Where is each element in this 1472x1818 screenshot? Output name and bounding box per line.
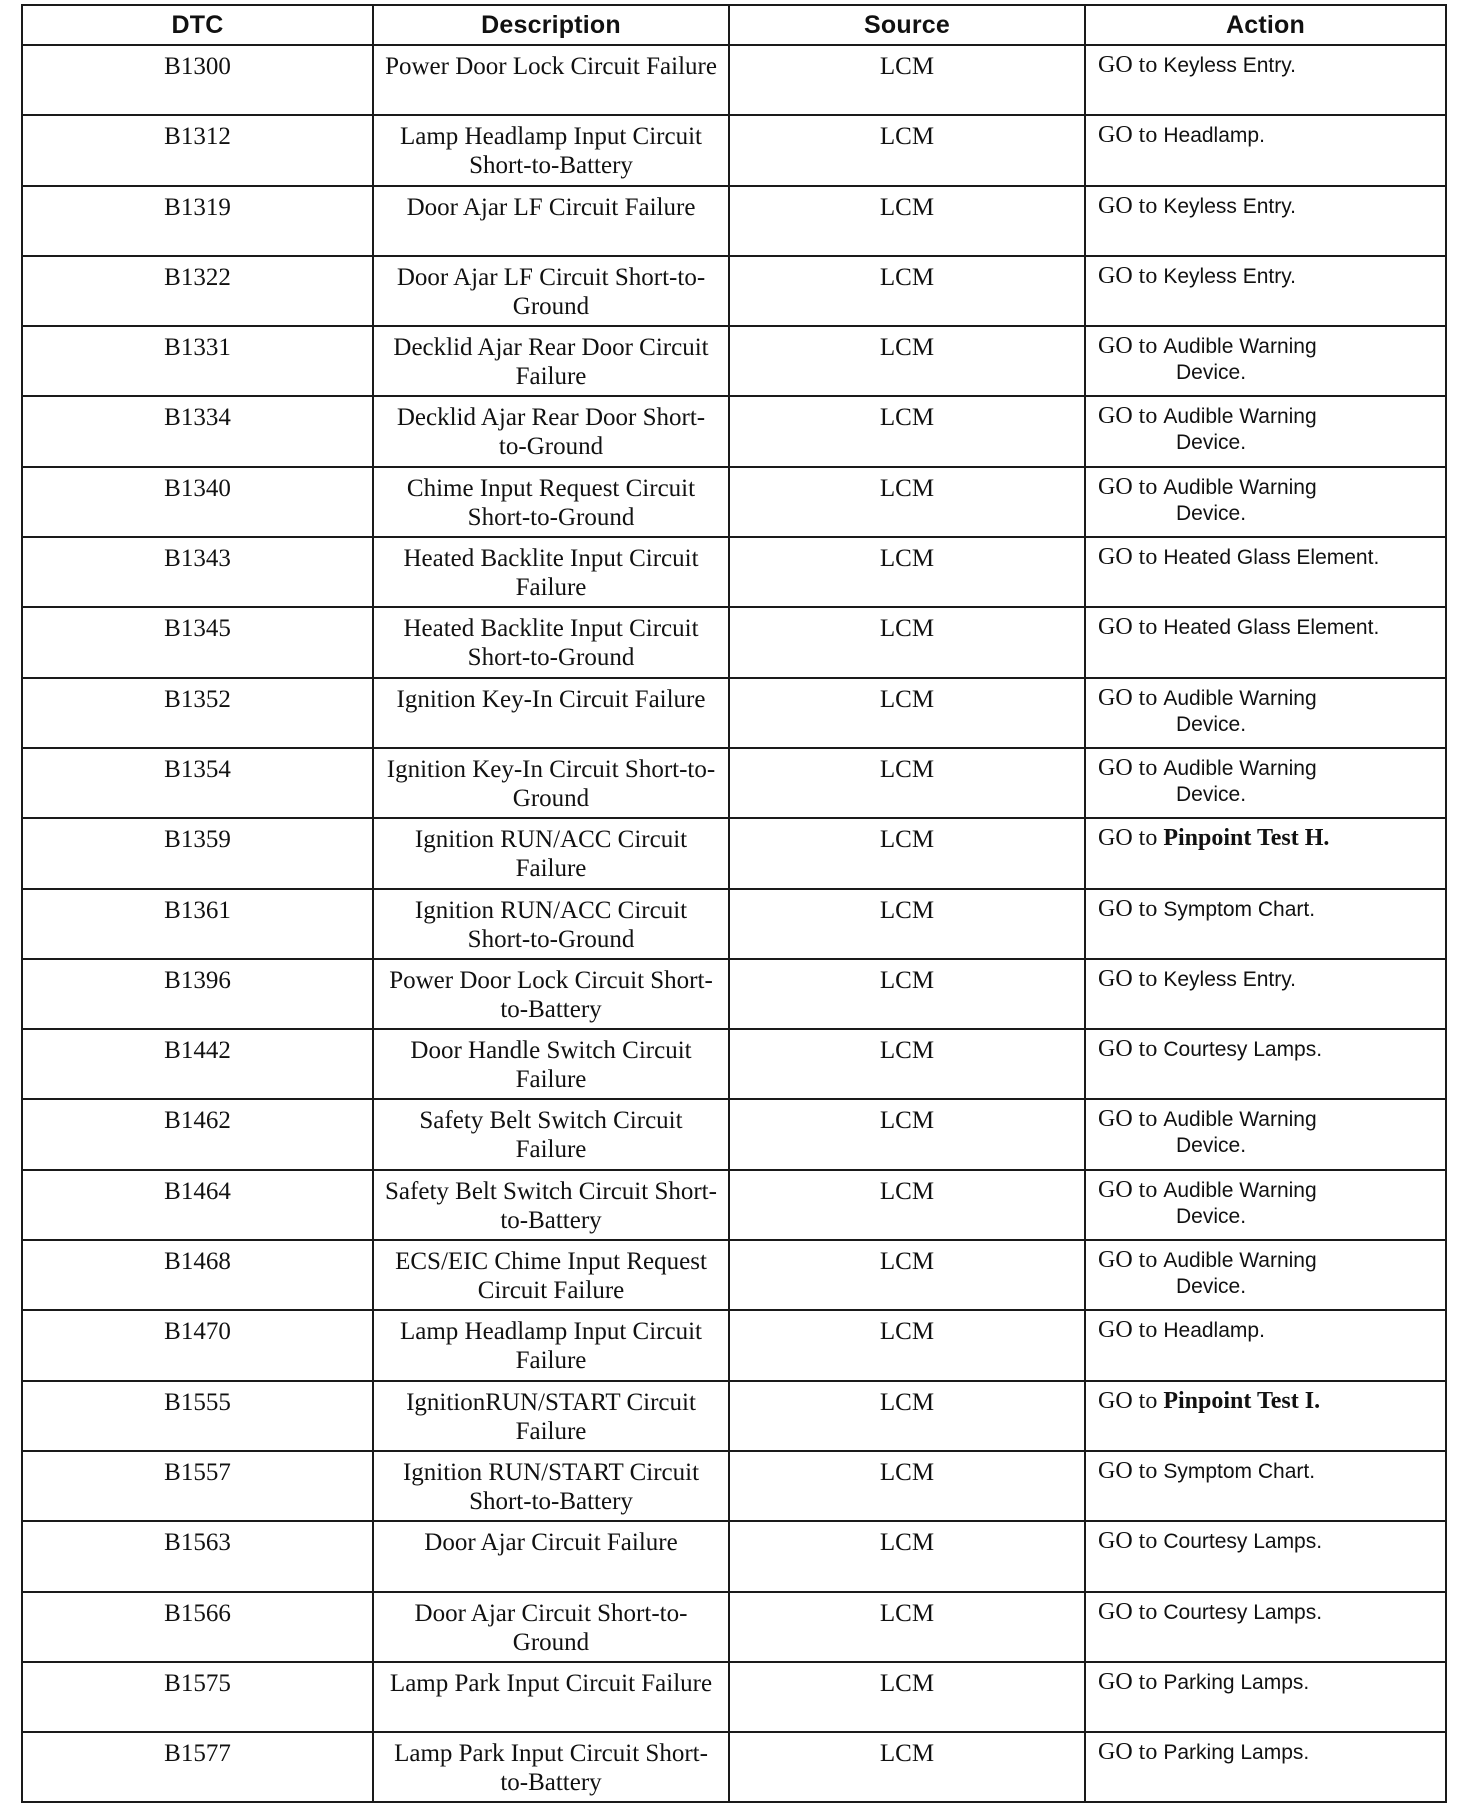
dtc-action bbox=[1098, 1317, 1445, 1344]
dtc-source: LCM bbox=[729, 115, 1085, 185]
dtc-code: B1575 bbox=[22, 1662, 373, 1732]
action-prefix: GO to bbox=[1098, 192, 1158, 219]
dtc-action bbox=[1098, 333, 1445, 386]
dtc-source: LCM bbox=[729, 256, 1085, 326]
dtc-source: LCM bbox=[729, 396, 1085, 466]
action-target: Keyless Entry. bbox=[1163, 194, 1296, 218]
action-prefix: GO to bbox=[1098, 403, 1158, 430]
dtc-code: B1334 bbox=[22, 396, 373, 466]
dtc-code: B1340 bbox=[22, 467, 373, 537]
action-prefix: GO to bbox=[1098, 52, 1158, 78]
dtc-action-cell bbox=[1085, 45, 1446, 115]
dtc-action bbox=[1098, 755, 1445, 808]
action-prefix: GO to bbox=[1098, 1457, 1158, 1484]
action-prefix: GO to bbox=[1098, 1036, 1158, 1063]
dtc-code: B1396 bbox=[22, 959, 373, 1029]
dtc-action bbox=[1098, 1106, 1445, 1159]
table-row bbox=[22, 115, 1446, 185]
dtc-action bbox=[1098, 193, 1445, 220]
dtc-description: IgnitionRUN/START Circuit Failure bbox=[406, 1388, 696, 1445]
dtc-action bbox=[1098, 966, 1445, 993]
dtc-action-cell bbox=[1085, 1521, 1446, 1591]
action-target: Parking Lamps. bbox=[1163, 1741, 1310, 1765]
dtc-description-cell bbox=[373, 186, 729, 256]
dtc-description: Lamp Headlamp Input Circuit Failure bbox=[399, 1318, 702, 1375]
action-target: Audible Warning bbox=[1163, 756, 1317, 780]
dtc-description: Door Ajar LF Circuit Short-to-Ground bbox=[396, 263, 706, 320]
action-prefix: GO to bbox=[1098, 614, 1158, 641]
dtc-source: LCM bbox=[729, 1381, 1085, 1451]
dtc-description: Power Door Lock Circuit Failure bbox=[385, 53, 717, 80]
table-row bbox=[22, 1381, 1446, 1451]
table-row bbox=[22, 1521, 1446, 1591]
dtc-action-cell bbox=[1085, 396, 1446, 466]
dtc-code: B1555 bbox=[22, 1381, 373, 1451]
dtc-table-sheet bbox=[21, 4, 1445, 1803]
dtc-description: Safety Belt Switch Circuit Failure bbox=[419, 1107, 683, 1164]
action-target: Headlamp. bbox=[1163, 124, 1265, 148]
table-row bbox=[22, 607, 1446, 677]
table-row bbox=[22, 748, 1446, 818]
table-row bbox=[22, 326, 1446, 396]
action-target-continued: Device. bbox=[1176, 431, 1247, 455]
dtc-source: LCM bbox=[729, 678, 1085, 748]
dtc-source: LCM bbox=[729, 889, 1085, 959]
dtc-description-cell bbox=[373, 1099, 729, 1169]
dtc-code: B1319 bbox=[22, 186, 373, 256]
dtc-action-cell bbox=[1085, 959, 1446, 1029]
dtc-source: LCM bbox=[729, 607, 1085, 677]
dtc-description: Ignition Key-In Circuit Failure bbox=[396, 685, 706, 713]
dtc-source: LCM bbox=[729, 748, 1085, 818]
table-row bbox=[22, 1099, 1446, 1169]
action-prefix: GO to bbox=[1098, 1387, 1158, 1414]
action-prefix: GO to bbox=[1098, 1176, 1158, 1203]
action-prefix: GO to bbox=[1098, 473, 1158, 500]
dtc-action-cell bbox=[1085, 467, 1446, 537]
dtc-code: B1312 bbox=[22, 115, 373, 185]
action-target: Audible Warning bbox=[1163, 1249, 1317, 1273]
action-target: Courtesy Lamps. bbox=[1163, 1530, 1323, 1554]
dtc-code: B1331 bbox=[22, 326, 373, 396]
dtc-source: LCM bbox=[729, 1029, 1085, 1099]
dtc-source: LCM bbox=[729, 186, 1085, 256]
dtc-source: LCM bbox=[729, 1451, 1085, 1521]
dtc-action-cell bbox=[1085, 1381, 1446, 1451]
action-target: Symptom Chart. bbox=[1163, 1459, 1316, 1483]
dtc-source: LCM bbox=[729, 1592, 1085, 1662]
action-target-continued: Device. bbox=[1176, 712, 1247, 736]
dtc-action-cell bbox=[1085, 1592, 1446, 1662]
dtc-action-cell bbox=[1085, 326, 1446, 396]
dtc-action-cell bbox=[1085, 1310, 1446, 1380]
action-target: Heated Glass Element. bbox=[1163, 546, 1380, 570]
dtc-action bbox=[1098, 614, 1445, 641]
action-target: Audible Warning bbox=[1163, 475, 1317, 499]
dtc-source: LCM bbox=[729, 959, 1085, 1029]
header-source: Source bbox=[729, 5, 1085, 45]
action-prefix: GO to bbox=[1098, 262, 1158, 289]
dtc-source: LCM bbox=[729, 1240, 1085, 1310]
dtc-description-cell bbox=[373, 467, 729, 537]
header-row bbox=[22, 5, 1446, 45]
dtc-source: LCM bbox=[729, 537, 1085, 607]
dtc-action bbox=[1098, 825, 1445, 851]
dtc-action bbox=[1098, 1599, 1445, 1626]
dtc-description-cell bbox=[373, 1662, 729, 1732]
dtc-description: Lamp Park Input Circuit Failure bbox=[389, 1669, 713, 1697]
dtc-table bbox=[21, 4, 1447, 1803]
dtc-description-cell bbox=[373, 818, 729, 888]
dtc-code: B1468 bbox=[22, 1240, 373, 1310]
dtc-action-cell bbox=[1085, 186, 1446, 256]
dtc-description-cell bbox=[373, 256, 729, 326]
table-row bbox=[22, 1592, 1446, 1662]
dtc-source: LCM bbox=[729, 1310, 1085, 1380]
dtc-description-cell bbox=[373, 959, 729, 1029]
table-row bbox=[22, 818, 1446, 888]
dtc-source: LCM bbox=[729, 1521, 1085, 1591]
dtc-description-cell bbox=[373, 1029, 729, 1099]
dtc-source: LCM bbox=[729, 45, 1085, 115]
action-prefix: GO to bbox=[1098, 1668, 1158, 1695]
dtc-description: Door Handle Switch Circuit Failure bbox=[410, 1037, 692, 1094]
dtc-source: LCM bbox=[729, 326, 1085, 396]
dtc-action bbox=[1098, 1247, 1445, 1300]
action-prefix: GO to bbox=[1098, 333, 1158, 360]
table-row bbox=[22, 1240, 1446, 1310]
dtc-description: Ignition RUN/ACC Circuit Short-to-Ground bbox=[414, 896, 688, 953]
action-prefix: GO to bbox=[1098, 895, 1158, 922]
action-prefix: GO to bbox=[1098, 1317, 1158, 1344]
dtc-action bbox=[1098, 263, 1445, 290]
dtc-source: LCM bbox=[729, 818, 1085, 888]
action-prefix: GO to bbox=[1098, 684, 1158, 711]
table-row bbox=[22, 1732, 1446, 1802]
dtc-action-cell bbox=[1085, 115, 1446, 185]
dtc-action-cell bbox=[1085, 748, 1446, 818]
dtc-description: Safety Belt Switch Circuit Short-to-Battery bbox=[385, 1177, 717, 1234]
action-target: Audible Warning bbox=[1163, 405, 1317, 429]
dtc-description: Lamp Headlamp Input Circuit Short-to-Battery bbox=[399, 123, 702, 180]
dtc-code: B1359 bbox=[22, 818, 373, 888]
action-target-continued: Device. bbox=[1176, 1134, 1247, 1158]
action-prefix: GO to bbox=[1098, 754, 1158, 781]
dtc-description-cell bbox=[373, 1310, 729, 1380]
dtc-description: Lamp Park Input Circuit Short-to-Battery bbox=[394, 1740, 708, 1797]
table-row bbox=[22, 959, 1446, 1029]
table-row bbox=[22, 256, 1446, 326]
dtc-code: B1343 bbox=[22, 537, 373, 607]
dtc-description-cell bbox=[373, 1170, 729, 1240]
dtc-description: Ignition RUN/START Circuit Short-to-Battery bbox=[402, 1458, 700, 1515]
dtc-description-cell bbox=[373, 396, 729, 466]
action-prefix: GO to bbox=[1098, 825, 1158, 852]
dtc-action-cell bbox=[1085, 818, 1446, 888]
dtc-description: Ignition RUN/ACC Circuit Failure bbox=[414, 826, 688, 883]
dtc-description: Door Ajar LF Circuit Failure bbox=[406, 193, 696, 221]
table-row bbox=[22, 1029, 1446, 1099]
action-target: Headlamp. bbox=[1163, 1319, 1265, 1343]
dtc-source: LCM bbox=[729, 1662, 1085, 1732]
action-target: Courtesy Lamps. bbox=[1163, 1038, 1323, 1062]
action-target: Audible Warning bbox=[1163, 686, 1317, 710]
action-target: Keyless Entry. bbox=[1163, 54, 1296, 77]
table-body bbox=[22, 45, 1446, 1802]
dtc-action bbox=[1098, 544, 1445, 571]
table-row bbox=[22, 1170, 1446, 1240]
dtc-action bbox=[1098, 1739, 1445, 1766]
dtc-description-cell bbox=[373, 1732, 729, 1802]
dtc-action-cell bbox=[1085, 1662, 1446, 1732]
dtc-action bbox=[1098, 1458, 1445, 1485]
dtc-action-cell bbox=[1085, 1240, 1446, 1310]
dtc-action-cell bbox=[1085, 537, 1446, 607]
dtc-action bbox=[1098, 1388, 1445, 1414]
dtc-code: B1354 bbox=[22, 748, 373, 818]
dtc-action-cell bbox=[1085, 1099, 1446, 1169]
table-row bbox=[22, 186, 1446, 256]
table-row bbox=[22, 537, 1446, 607]
dtc-code: B1442 bbox=[22, 1029, 373, 1099]
table-row bbox=[22, 1662, 1446, 1732]
action-target-continued: Device. bbox=[1176, 361, 1247, 385]
dtc-action-cell bbox=[1085, 607, 1446, 677]
dtc-source: LCM bbox=[729, 1170, 1085, 1240]
dtc-code: B1563 bbox=[22, 1521, 373, 1591]
action-target: Courtesy Lamps. bbox=[1163, 1600, 1323, 1624]
header-action: Action bbox=[1085, 5, 1446, 45]
table-row bbox=[22, 1451, 1446, 1521]
header-description: Description bbox=[373, 5, 729, 45]
action-target: Symptom Chart. bbox=[1163, 897, 1316, 921]
table-row bbox=[22, 467, 1446, 537]
action-target-continued: Device. bbox=[1176, 1204, 1247, 1228]
dtc-code: B1470 bbox=[22, 1310, 373, 1380]
dtc-description: Decklid Ajar Rear Door Short-to-Ground bbox=[396, 404, 706, 461]
action-prefix: GO to bbox=[1098, 965, 1158, 992]
dtc-description: Power Door Lock Circuit Short-to-Battery bbox=[389, 966, 713, 1023]
action-prefix: GO to bbox=[1098, 1739, 1158, 1766]
dtc-action-cell bbox=[1085, 256, 1446, 326]
dtc-action bbox=[1098, 1177, 1445, 1230]
dtc-action-cell bbox=[1085, 678, 1446, 748]
dtc-action bbox=[1098, 52, 1445, 79]
table-row bbox=[22, 45, 1446, 115]
dtc-action-cell bbox=[1085, 1732, 1446, 1802]
action-prefix: GO to bbox=[1098, 122, 1158, 149]
dtc-action bbox=[1098, 1528, 1445, 1555]
dtc-source: LCM bbox=[729, 1732, 1085, 1802]
dtc-description: Door Ajar Circuit Failure bbox=[424, 1529, 678, 1557]
dtc-description-cell bbox=[373, 748, 729, 818]
dtc-description: Chime Input Request Circuit Short-to-Ground bbox=[406, 474, 696, 531]
table-row bbox=[22, 889, 1446, 959]
dtc-description-cell bbox=[373, 607, 729, 677]
dtc-action-cell bbox=[1085, 1451, 1446, 1521]
dtc-code: B1464 bbox=[22, 1170, 373, 1240]
table-row bbox=[22, 1310, 1446, 1380]
dtc-description: Door Ajar Circuit Short-to-Ground bbox=[414, 1599, 688, 1656]
dtc-action bbox=[1098, 403, 1445, 456]
dtc-description-cell bbox=[373, 678, 729, 748]
action-target-continued: Device. bbox=[1176, 782, 1247, 806]
action-target-continued: Device. bbox=[1176, 501, 1247, 525]
action-target: Audible Warning bbox=[1163, 1178, 1317, 1202]
dtc-code: B1557 bbox=[22, 1451, 373, 1521]
dtc-description: Ignition Key-In Circuit Short-to-Ground bbox=[386, 755, 716, 812]
action-target: Pinpoint Test I. bbox=[1163, 1387, 1321, 1414]
dtc-action bbox=[1098, 122, 1445, 149]
dtc-action bbox=[1098, 1036, 1445, 1063]
dtc-description-cell bbox=[373, 1521, 729, 1591]
dtc-action bbox=[1098, 474, 1445, 527]
action-target: Audible Warning bbox=[1163, 335, 1317, 359]
action-target: Pinpoint Test H. bbox=[1163, 825, 1330, 852]
dtc-action bbox=[1098, 1669, 1445, 1696]
dtc-source: LCM bbox=[729, 467, 1085, 537]
dtc-action-cell bbox=[1085, 889, 1446, 959]
dtc-description-cell bbox=[373, 1592, 729, 1662]
dtc-description-cell bbox=[373, 537, 729, 607]
action-prefix: GO to bbox=[1098, 1106, 1158, 1133]
dtc-code: B1300 bbox=[22, 45, 373, 115]
header-dtc: DTC bbox=[22, 5, 373, 45]
dtc-code: B1566 bbox=[22, 1592, 373, 1662]
action-target: Keyless Entry. bbox=[1163, 967, 1296, 991]
dtc-description: ECS/EIC Chime Input Request Circuit Failure bbox=[395, 1248, 707, 1305]
action-target: Parking Lamps. bbox=[1163, 1670, 1310, 1694]
dtc-action-cell bbox=[1085, 1170, 1446, 1240]
action-target: Audible Warning bbox=[1163, 1108, 1317, 1132]
action-prefix: GO to bbox=[1098, 1247, 1158, 1274]
action-target: Keyless Entry. bbox=[1163, 264, 1296, 288]
table-row bbox=[22, 396, 1446, 466]
action-prefix: GO to bbox=[1098, 1528, 1158, 1555]
dtc-description: Heated Backlite Input Circuit Short-to-Ground bbox=[403, 615, 699, 672]
dtc-code: B1322 bbox=[22, 256, 373, 326]
dtc-description: Heated Backlite Input Circuit Failure bbox=[403, 545, 699, 602]
dtc-code: B1352 bbox=[22, 678, 373, 748]
dtc-action bbox=[1098, 685, 1445, 738]
action-target: Heated Glass Element. bbox=[1163, 616, 1380, 640]
action-target-continued: Device. bbox=[1176, 1275, 1247, 1299]
dtc-description-cell bbox=[373, 1451, 729, 1521]
dtc-action bbox=[1098, 896, 1445, 923]
table-row bbox=[22, 678, 1446, 748]
dtc-description-cell bbox=[373, 889, 729, 959]
dtc-code: B1345 bbox=[22, 607, 373, 677]
dtc-code: B1361 bbox=[22, 889, 373, 959]
dtc-description-cell bbox=[373, 115, 729, 185]
dtc-description: Decklid Ajar Rear Door Circuit Failure bbox=[393, 334, 709, 391]
dtc-description-cell bbox=[373, 1240, 729, 1310]
dtc-code: B1462 bbox=[22, 1099, 373, 1169]
action-prefix: GO to bbox=[1098, 544, 1158, 571]
dtc-description-cell bbox=[373, 45, 729, 115]
dtc-description-cell bbox=[373, 1381, 729, 1451]
dtc-action-cell bbox=[1085, 1029, 1446, 1099]
dtc-code: B1577 bbox=[22, 1732, 373, 1802]
dtc-source: LCM bbox=[729, 1099, 1085, 1169]
action-prefix: GO to bbox=[1098, 1598, 1158, 1625]
dtc-description-cell bbox=[373, 326, 729, 396]
